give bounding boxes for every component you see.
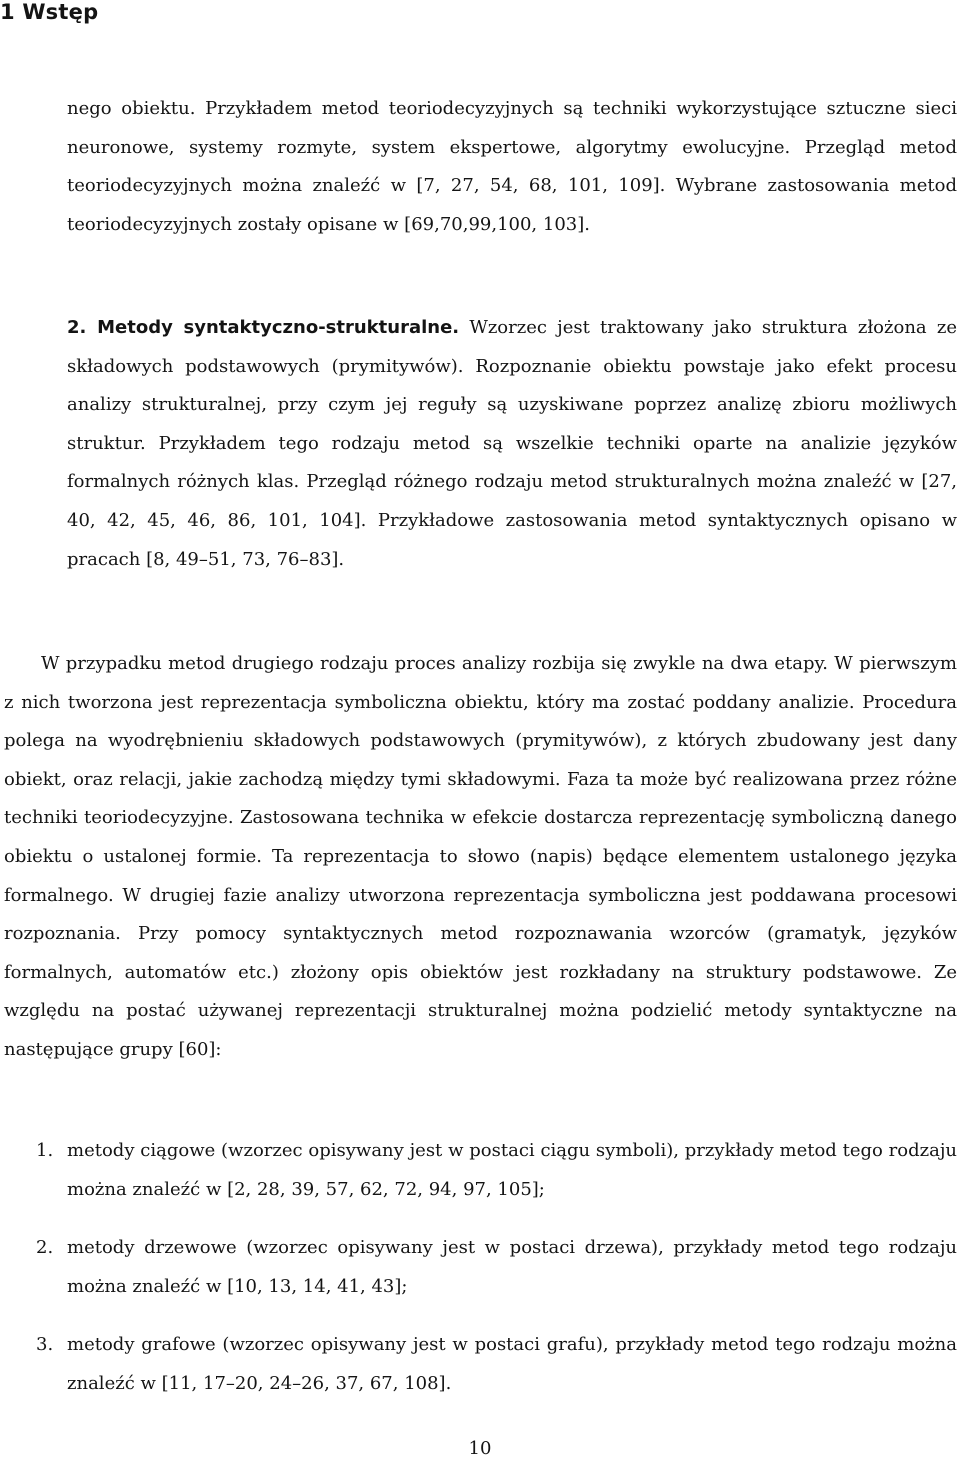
page-number: 10 [468, 1438, 492, 1459]
method-item-body: Wzorzec jest traktowany jako struktura złożona ze składowych podstawowych (prymitywów). Rozpoznanie obiektu powstaje jako efekt procesu analizy strukturalnej, przy czym jej reguły są uzyskiwane poprzez analizę zbioru możliwych struktur. Przykładem tego rodzaju metod są wszelkie techniki oparte na analizie języków formalnych różnych klas. Przegląd różnego rodzaju metod strukturalnych można znaleźć w [27, 40, 42, 45, 46, 86, 101, 104]. Przykładowe zastosowania metod syntaktycznych opisano w pracach [8, 49–51, 73, 76–83]. [67, 317, 957, 570]
list-item-number: 1. [36, 1140, 54, 1161]
list-item-text: metody ciągowe (wzorzec opisywany jest w postaci ciągu symboli), przykłady metod tego rodzaju można znaleźć w [2, 28, 39, 57, 62, 72, 94, 97, 105]; [67, 1140, 957, 1200]
list-item-text: metody grafowe (wzorzec opisywany jest w postaci grafu), przykłady metod tego rodzaju można znaleźć w [11, 17–20, 24–26, 37, 67, 108]. [67, 1334, 957, 1394]
list-item-number: 2. [36, 1237, 54, 1258]
main-paragraph: W przypadku metod drugiego rodzaju proces analizy rozbija się zwykle na dwa etapy. W pierwszym z nich tworzona jest reprezentacja symboliczna obiektu, który ma zostać poddany analizie. Procedura polega na wyodrębnieniu składowych podstawowych (prymitywów), z których zbudowany jest dany obiekt, oraz relacji, jakie zachodzą między tymi składowymi. Faza ta może być realizowana przez różne techniki teoriodecyzyjne. Zastosowana technika w efekcie dostarcza reprezentację symboliczną danego obiektu o ustalonej formie. Ta reprezentacja to słowo (napis) będące elementem ustalonego języka formalnego. W drugiej fazie analizy utworzona reprezentacja symboliczna jest poddawana procesowi rozpoznania. Przy pomocy syntaktycznych metod rozpoznawania wzorców (gramatyk, języków formalnych, automatów etc.) złożony opis obiektów jest rozkładany na struktury podstawowe. Ze względu na postać używanej reprezentacji strukturalnej można podzielić metody syntaktyczne na następujące grupy [60]: [4, 653, 957, 1060]
method-item-syntactic-structural [67, 309, 957, 579]
method-item-heading: 2. Metody syntaktyczno-strukturalne. [67, 317, 460, 338]
running-head: 1 Wstęp [0, 0, 99, 24]
list-item-text: metody drzewowe (wzorzec opisywany jest w postaci drzewa), przykłady metod tego rodzaju można znaleźć w [10, 13, 14, 41, 43]; [67, 1237, 957, 1297]
continuation-paragraph: nego obiektu. Przykładem metod teoriodecyzyjnych są techniki wykorzystujące sztuczne sieci neuronowe, systemy rozmyte, system ekspertowe, algorytmy ewolucyjne. Przegląd metod teoriodecyzyjnych można znaleźć w [7, 27, 54, 68, 101, 109]. Wybrane zastosowania metod teoriodecyzyjnych zostały opisane w [69,70,99,100, 103]. [67, 98, 957, 235]
list-item-number: 3. [36, 1334, 54, 1355]
